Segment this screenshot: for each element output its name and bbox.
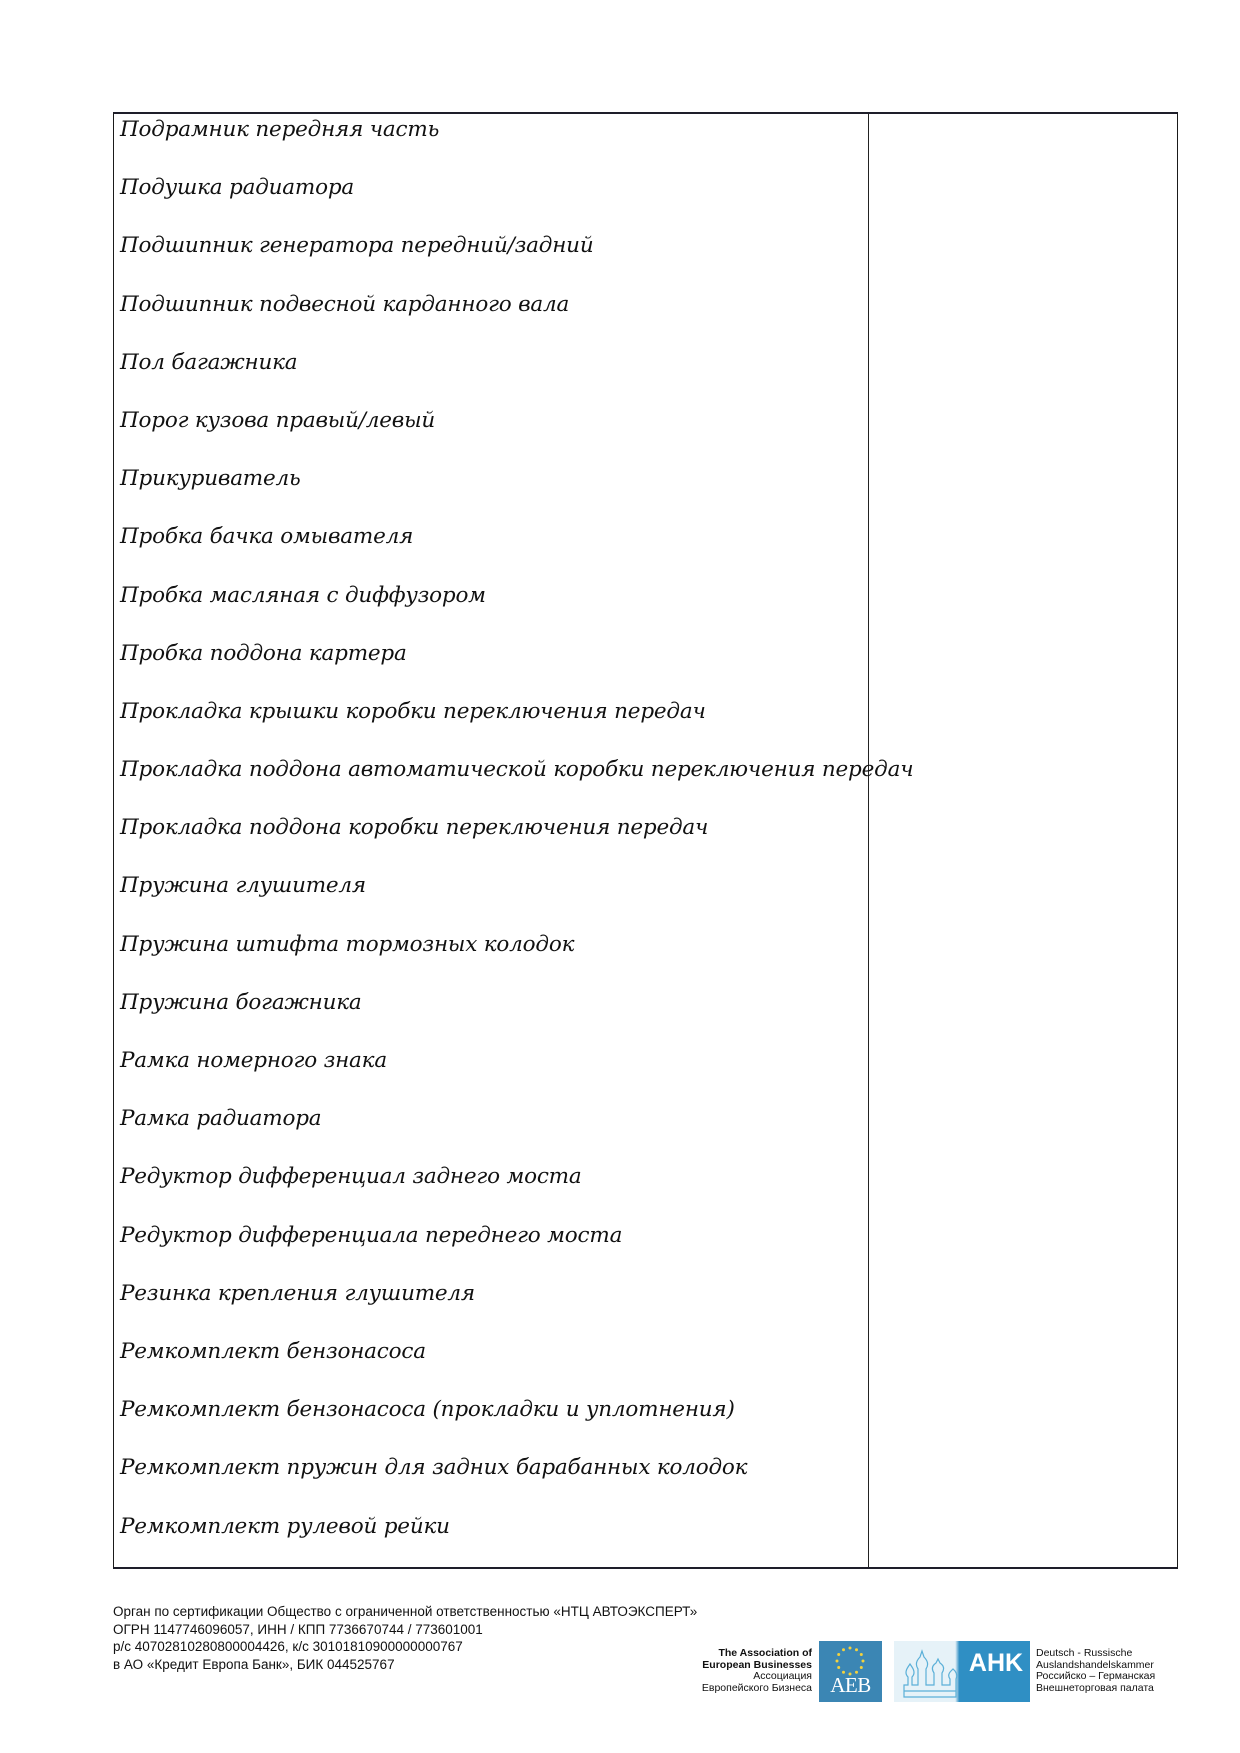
ahk-logo-label: AHK xyxy=(968,1649,1024,1677)
footer-line-bank: в АО «Кредит Европа Банк», БИК 044525767 xyxy=(113,1656,395,1672)
partner-logos xyxy=(690,1640,1170,1702)
column-divider xyxy=(868,114,869,1567)
table-row: Порог кузова правый/левый xyxy=(120,407,436,433)
table-row: Подрамник передняя часть xyxy=(120,117,440,142)
table-row: Подушка радиатора xyxy=(120,175,355,201)
table-row: Пробка бачка омывателя xyxy=(120,524,414,550)
table-row: Подшипник генератора передний/задний xyxy=(120,233,594,259)
aeb-caption xyxy=(690,1648,812,1694)
table-row: Прокладка поддона автоматической коробки переключения передач xyxy=(120,757,914,783)
ahk-caption-ru-1: Российско – Германская xyxy=(1036,1670,1156,1682)
table-row: Пружина глушителя xyxy=(120,873,366,899)
aeb-logo xyxy=(819,1641,882,1702)
table-row: Подшипник подвесной карданного вала xyxy=(120,291,570,317)
ahk-logo xyxy=(894,1641,1030,1702)
ahk-caption xyxy=(1036,1648,1176,1694)
aeb-caption-ru-2: Европейского Бизнеса xyxy=(701,1681,812,1694)
table-row: Рамка номерного знака xyxy=(120,1048,387,1073)
church-icon xyxy=(900,1647,960,1699)
table-row: Прокладка крышки коробки переключения передач xyxy=(120,698,706,724)
ahk-caption-de-2: Auslandshandelskammer xyxy=(1036,1658,1154,1671)
table-row: Пробка масляная с диффузором xyxy=(120,582,486,608)
table-row: Редуктор дифференциал заднего моста xyxy=(120,1164,582,1190)
footer-line-accounts: р/с 40702810280800004426, к/с 30101810900000000767 xyxy=(113,1639,463,1654)
table-row: Ремкомплект бензонасоса (прокладки и уплотнения) xyxy=(120,1397,735,1423)
item-list xyxy=(120,114,914,1569)
table-row: Прикуриватель xyxy=(120,466,301,492)
table-row: Рамка радиатора xyxy=(120,1106,322,1132)
ahk-caption-de-1: Deutsch - Russische xyxy=(1036,1647,1133,1659)
aeb-caption-en-1: The Association of xyxy=(718,1647,812,1659)
footer-line-organization: Орган по сертификации Общество с ограниченной ответственностью «НТЦ АВТОЭКСПЕРТ» xyxy=(113,1604,698,1619)
items-table xyxy=(113,112,1178,1569)
table-row: Ремкомплект рулевой рейки xyxy=(120,1513,450,1539)
table-row: Пробка поддона картера xyxy=(120,640,407,666)
table-row: Прокладка поддона коробки переключения передач xyxy=(120,815,709,841)
table-row: Редуктор дифференциала переднего моста xyxy=(120,1222,623,1248)
table-row: Ремкомплект пружин для задних барабанных колодок xyxy=(120,1455,748,1481)
table-row: Пружина штифта тормозных колодок xyxy=(120,931,575,957)
certification-body-details xyxy=(113,1603,697,1673)
table-row: Пружина богажника xyxy=(120,989,362,1015)
ahk-caption-ru-2: Внешнеторговая палата xyxy=(1036,1681,1154,1694)
table-row: Резинка крепления глушителя xyxy=(120,1280,475,1306)
aeb-logo-label: AEB xyxy=(830,1673,871,1697)
table-row: Пол багажника xyxy=(120,349,298,375)
aeb-caption-en-2: European Businesses xyxy=(702,1658,812,1671)
table-row: Ремкомплект бензонасоса xyxy=(120,1338,426,1364)
aeb-caption-ru-1: Ассоциация xyxy=(753,1670,812,1682)
footer-line-ogrn: ОГРН 1147746096057, ИНН / КПП 7736670744 / 773601001 xyxy=(113,1621,483,1637)
